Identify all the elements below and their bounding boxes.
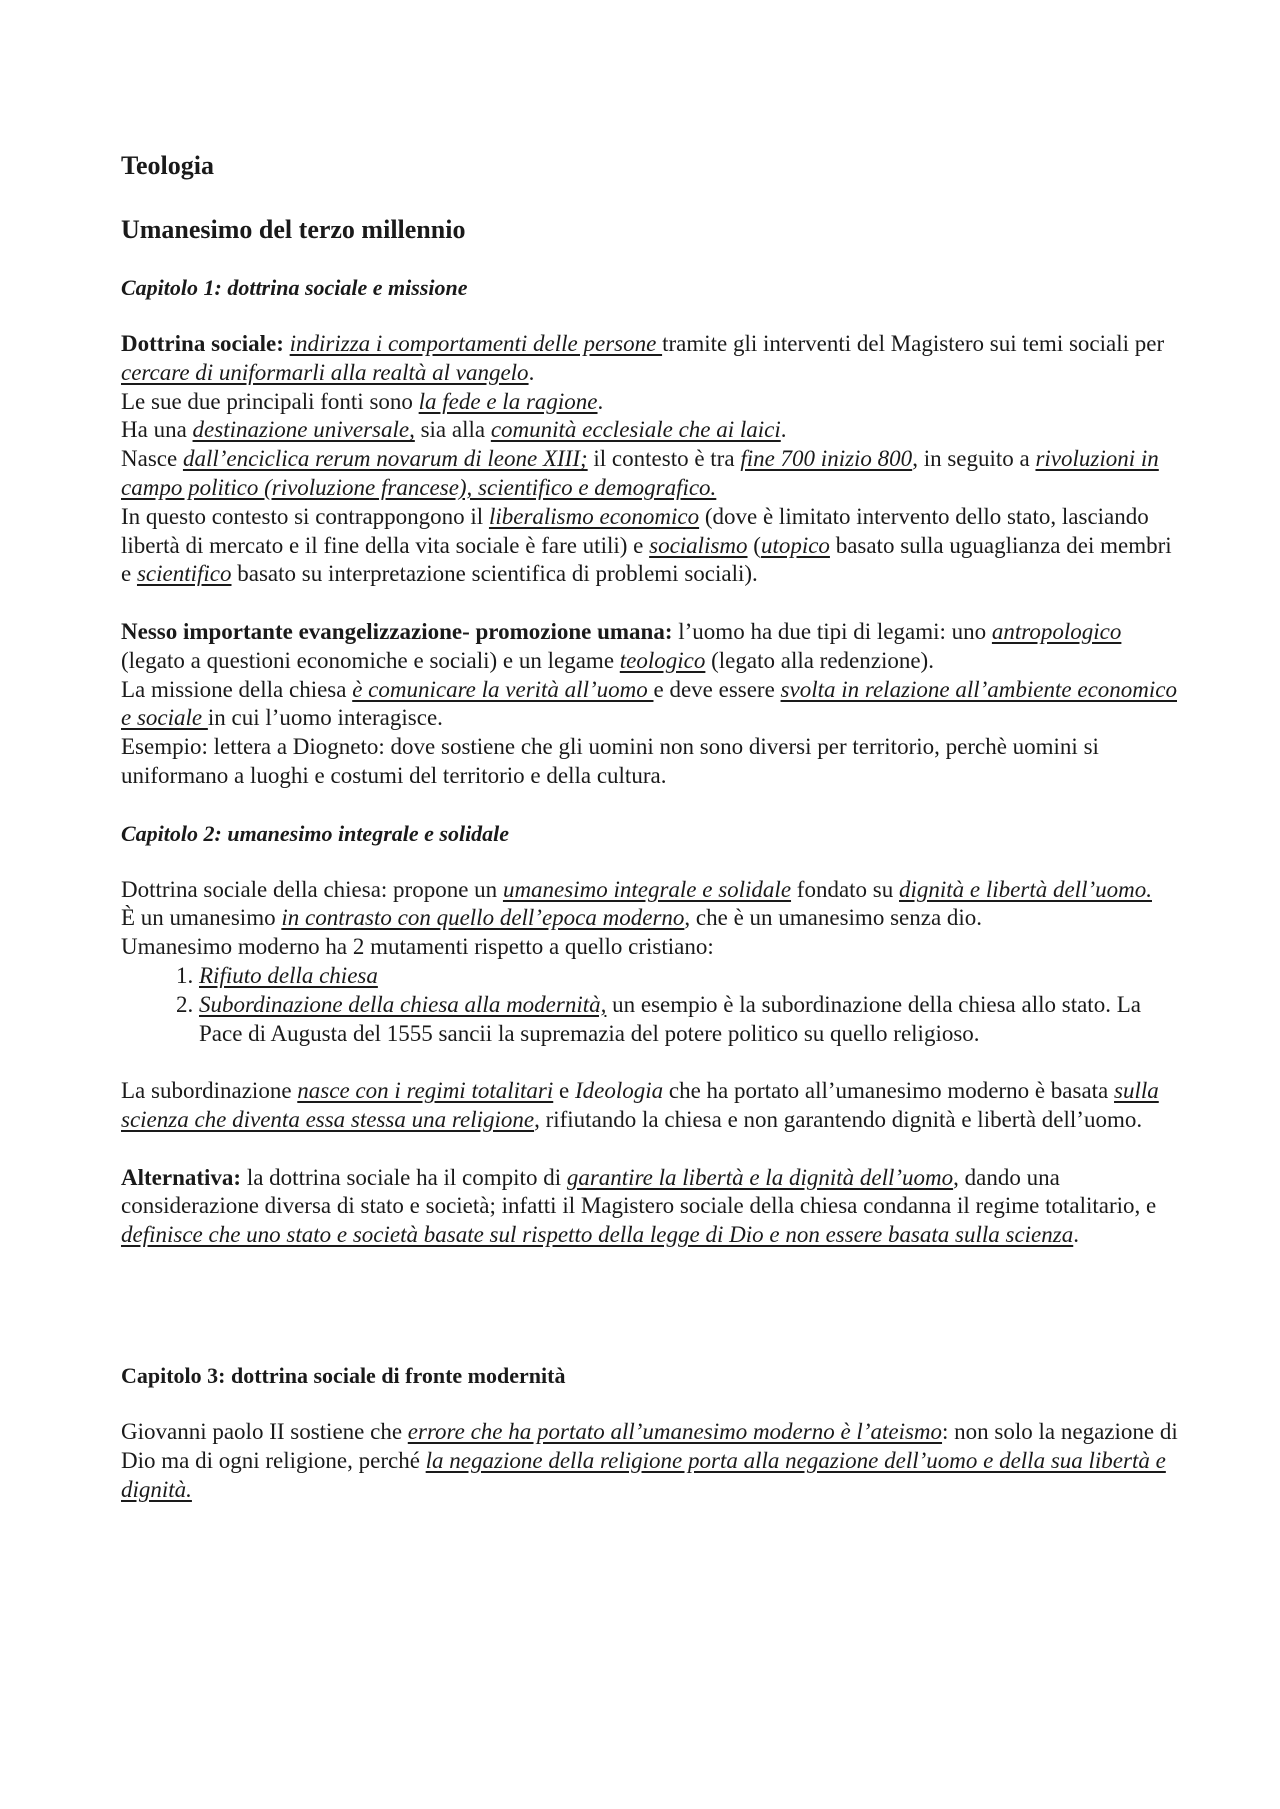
text-run: È un umanesimo	[121, 905, 282, 931]
text-run: .	[780, 417, 787, 443]
text-run: Nasce	[121, 446, 183, 472]
underlined-text: liberalismo economico	[488, 503, 700, 529]
text-run: il contesto è tra	[587, 446, 741, 472]
chapter-3-heading: Capitolo 3: dottrina sociale di fronte modernità	[121, 1362, 566, 1388]
underlined-text: indirizza i comportamenti delle persone	[289, 331, 663, 356]
text-run: (dove è limitato intervento dello stato, lasciando libertà di mercato e il fine della vita sociale è fare utili) e	[121, 503, 1149, 558]
text-run: l’uomo ha due tipi di legami: uno	[672, 618, 992, 644]
underlined-text: la negazione della religione porta alla negazione dell’uomo e della sua libertà e dignità.	[121, 1447, 1166, 1502]
underlined-text: dignità e libertà dell’uomo.	[899, 876, 1152, 902]
paragraph	[121, 1418, 1181, 1504]
underlined-text: è comunicare la verità all’uomo	[352, 676, 654, 702]
text-run: In questo contesto si contrappongono il	[121, 503, 489, 529]
text-run: La subordinazione	[121, 1078, 298, 1104]
underlined-text: scientifico	[136, 561, 232, 587]
text-run: La missione della chiesa	[121, 676, 353, 702]
underlined-text: fine 700 inizio 800	[740, 446, 913, 472]
underlined-text: in contrasto con quello dell’epoca moderno	[281, 905, 685, 931]
text-run: .	[597, 388, 604, 414]
bold-label: Alternativa:	[121, 1164, 242, 1190]
underlined-text: destinazione universale,	[192, 417, 415, 443]
paragraph	[121, 676, 1181, 734]
text-run: Umanesimo moderno ha 2 mutamenti rispetto a quello cristiano:	[121, 934, 714, 960]
underlined-text: svolta in relazione all’ambiente economico e sociale	[121, 676, 1177, 731]
paragraph	[121, 618, 1181, 676]
underlined-text: nasce con i regimi totalitari	[297, 1078, 554, 1104]
text-run: , dando una considerazione diversa di stato e società; infatti il Magistero sociale della chiesa condanna il regime totalitario, e	[121, 1164, 1157, 1219]
text-run: la dottrina sociale ha il compito di	[241, 1164, 567, 1190]
text-run: Giovanni paolo II sostiene che	[121, 1418, 408, 1444]
underlined-text: dall’enciclica rerum novarum di leone XIII;	[182, 446, 588, 472]
underlined-text: sulla scienza che diventa essa stessa una religione	[121, 1078, 1159, 1132]
text-run: , in seguito a	[912, 446, 1036, 472]
text-run: tramite gli interventi del Magistero sui temi sociali per	[662, 331, 1165, 356]
text-run: .	[528, 359, 535, 385]
italic-text: Ideologia	[574, 1078, 664, 1104]
text-run: (	[747, 532, 761, 558]
text-run: (legato a questioni economiche e sociali) e un legame	[121, 647, 620, 673]
text-run: (legato alla redenzione).	[705, 647, 934, 673]
text-run: Ha una	[121, 417, 193, 443]
paragraph	[121, 1077, 1181, 1135]
text-run: basato su interpretazione scientifica di problemi sociali).	[231, 561, 758, 587]
paragraph	[121, 1164, 1181, 1250]
list-item	[199, 962, 1181, 991]
document-subtitle: Umanesimo del terzo millennio	[121, 215, 466, 244]
paragraph	[121, 445, 1181, 503]
chapter-2-heading: Capitolo 2: umanesimo integrale e solidale	[121, 820, 510, 846]
paragraph	[121, 388, 1181, 417]
underlined-text: definisce che uno stato e società basate sul rispetto della legge di Dio e non essere basata sulla scienza	[121, 1222, 1074, 1248]
text-run: in cui l’uomo interagisce.	[207, 705, 443, 731]
text-run: basato sulla uguaglianza dei membri e	[121, 532, 1172, 587]
paragraph	[121, 933, 1181, 962]
text-run: sia alla	[414, 417, 491, 443]
document-title: Teologia	[121, 151, 214, 180]
underlined-text: antropologico	[991, 618, 1122, 644]
text-run: , che è un umanesimo senza dio.	[684, 905, 983, 931]
underlined-text: errore che ha portato all’umanesimo moderno è l’ateismo	[407, 1418, 943, 1444]
chapter-1-heading: Capitolo 1: dottrina sociale e missione	[121, 275, 468, 300]
underlined-text: rivoluzioni in campo politico (rivoluzione francese), scientifico e demografico.	[121, 446, 1159, 500]
underlined-text: socialismo	[649, 532, 748, 558]
underlined-text: garantire la libertà e la dignità dell’uomo	[566, 1164, 954, 1190]
paragraph	[121, 904, 1181, 933]
text-run: Le sue due principali fonti sono	[121, 388, 419, 414]
text-run: : non solo la negazione di Dio ma di ogni religione, perché	[121, 1418, 1178, 1473]
paragraph	[121, 876, 1181, 905]
underlined-text: la fede e la ragione	[418, 388, 598, 414]
underlined-text: comunità ecclesiale che ai laici	[490, 417, 781, 443]
underlined-text: Subordinazione della chiesa alla modernità,	[199, 991, 607, 1017]
paragraph	[121, 416, 1181, 445]
text-run: un esempio è la subordinazione della chiesa allo stato. La Pace di Augusta del 1555 sancii la supremazia del potere politico su quello religioso.	[199, 991, 1141, 1046]
numbered-list	[121, 962, 1181, 1048]
text-run: Dottrina sociale della chiesa: propone un	[121, 876, 503, 902]
text-run: , rifiutando la chiesa e non garantendo dignità e libertà dell’uomo.	[534, 1106, 1143, 1132]
text-run: e	[553, 1078, 575, 1104]
list-item	[199, 991, 1181, 1049]
text-run: e deve essere	[653, 676, 781, 702]
paragraph	[121, 330, 1181, 388]
underlined-text: utopico	[760, 532, 830, 558]
paragraph	[121, 503, 1181, 589]
underlined-text: Rifiuto della chiesa	[199, 962, 378, 988]
bold-label: Dottrina sociale:	[121, 331, 284, 356]
bold-label: Nesso importante evangelizzazione- promozione umana:	[121, 618, 673, 644]
underlined-text: umanesimo integrale e solidale	[502, 876, 792, 902]
underlined-text: teologico	[619, 647, 706, 673]
text-run: .	[1073, 1222, 1079, 1248]
document-page	[121, 150, 1181, 1504]
text-run: che ha portato all’umanesimo moderno è basata	[663, 1078, 1115, 1104]
underlined-text: cercare di uniformarli alla realtà al vangelo	[121, 359, 529, 385]
text-run: Esempio: lettera a Diogneto: dove sostiene che gli uomini non sono diversi per territorio, perchè uomini si uniformano a luoghi e costumi del territorio e della cultura.	[121, 734, 1099, 788]
text-run: fondato su	[791, 876, 900, 902]
paragraph	[121, 733, 1181, 791]
